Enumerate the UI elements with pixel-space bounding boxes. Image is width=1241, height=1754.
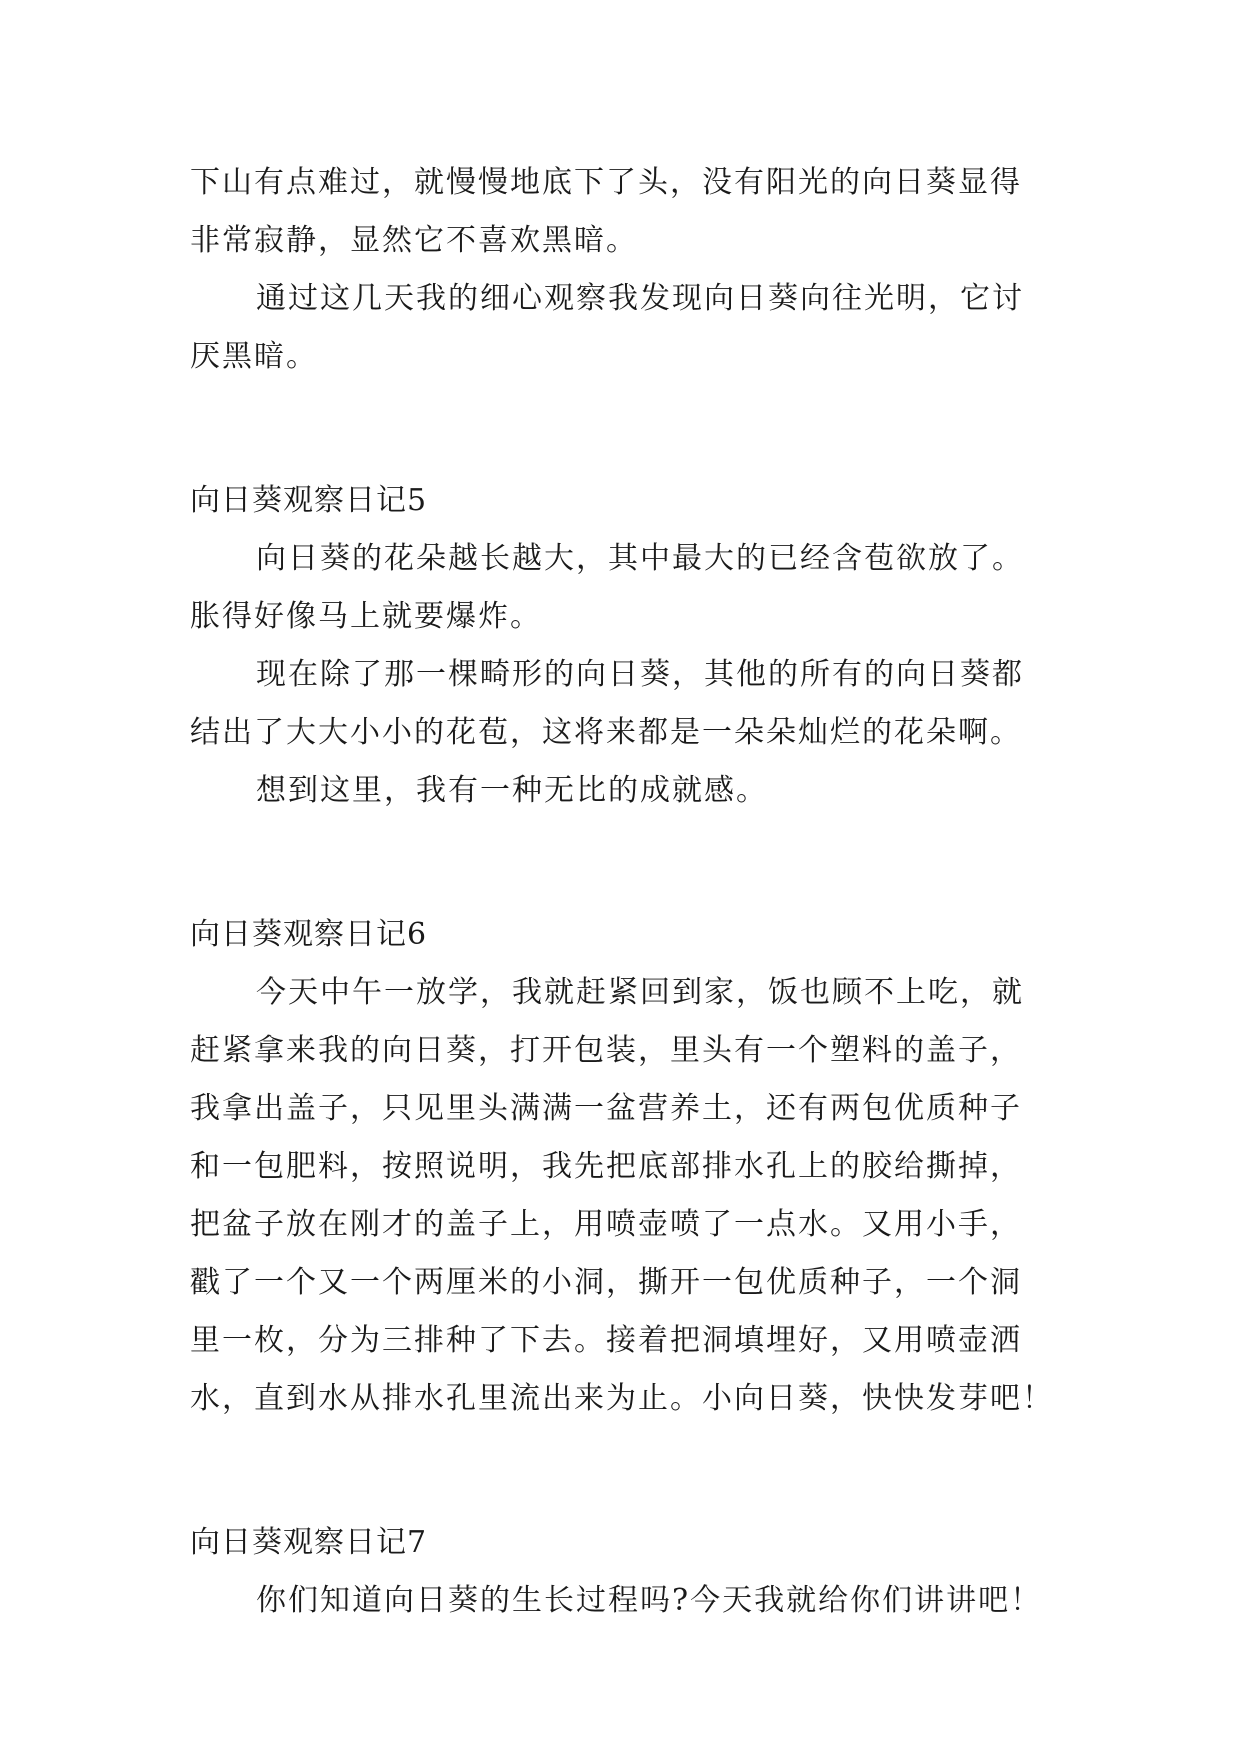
text-line: 我拿出盖子，只见里头满满一盆营养土，还有两包优质种子 — [190, 1091, 1022, 1126]
paragraph — [190, 762, 1070, 820]
text-line: 水，直到水从排水孔里流出来为止。小向日葵，快快发芽吧！ — [190, 1381, 1054, 1416]
text-line: 现在除了那一棵畸形的向日葵，其他的所有的向日葵都 — [256, 657, 1024, 692]
document-body — [190, 154, 1070, 1630]
text-line: 和一包肥料，按照说明，我先把底部排水孔上的胶给撕掉， — [190, 1149, 1022, 1184]
text-line: 结出了大大小小的花苞，这将来都是一朵朵灿烂的花朵啊。 — [190, 715, 1022, 750]
paragraph — [190, 646, 1070, 762]
text-line: 下山有点难过，就慢慢地底下了头，没有阳光的向日葵显得 — [190, 165, 1022, 200]
paragraph — [190, 530, 1070, 646]
diary-entry-7 — [190, 1514, 1070, 1630]
paragraph — [190, 964, 1070, 1428]
conclusion-paragraph — [190, 270, 1070, 386]
text-line: 通过这几天我的细心观察我发现向日葵向往光明，它讨 — [256, 281, 1024, 316]
text-line: 非常寂静，显然它不喜欢黑暗。 — [190, 223, 638, 258]
continuation-paragraph — [190, 154, 1070, 270]
text-line: 厌黑暗。 — [190, 339, 318, 374]
paragraph — [190, 1572, 1070, 1630]
text-line: 今天中午一放学，我就赶紧回到家，饭也顾不上吃，就 — [256, 975, 1024, 1010]
text-line: 向日葵的花朵越长越大，其中最大的已经含苞欲放了。 — [256, 541, 1024, 576]
entry-title: 向日葵观察日记5 — [190, 483, 428, 518]
text-line: 胀得好像马上就要爆炸。 — [190, 599, 542, 634]
text-line: 赶紧拿来我的向日葵，打开包装，里头有一个塑料的盖子， — [190, 1033, 1022, 1068]
text-line: 想到这里，我有一种无比的成就感。 — [256, 773, 768, 808]
entry-title: 向日葵观察日记7 — [190, 1525, 428, 1560]
text-line: 你们知道向日葵的生长过程吗?今天我就给你们讲讲吧！ — [256, 1583, 1043, 1618]
text-line: 把盆子放在刚才的盖子上，用喷壶喷了一点水。又用小手， — [190, 1207, 1022, 1242]
text-line: 戳了一个又一个两厘米的小洞，撕开一包优质种子，一个洞 — [190, 1265, 1022, 1300]
diary-entry-6 — [190, 906, 1070, 1428]
text-line: 里一枚，分为三排种了下去。接着把洞填埋好，又用喷壶洒 — [190, 1323, 1022, 1358]
entry-title: 向日葵观察日记6 — [190, 917, 428, 952]
diary-entry-5 — [190, 472, 1070, 820]
